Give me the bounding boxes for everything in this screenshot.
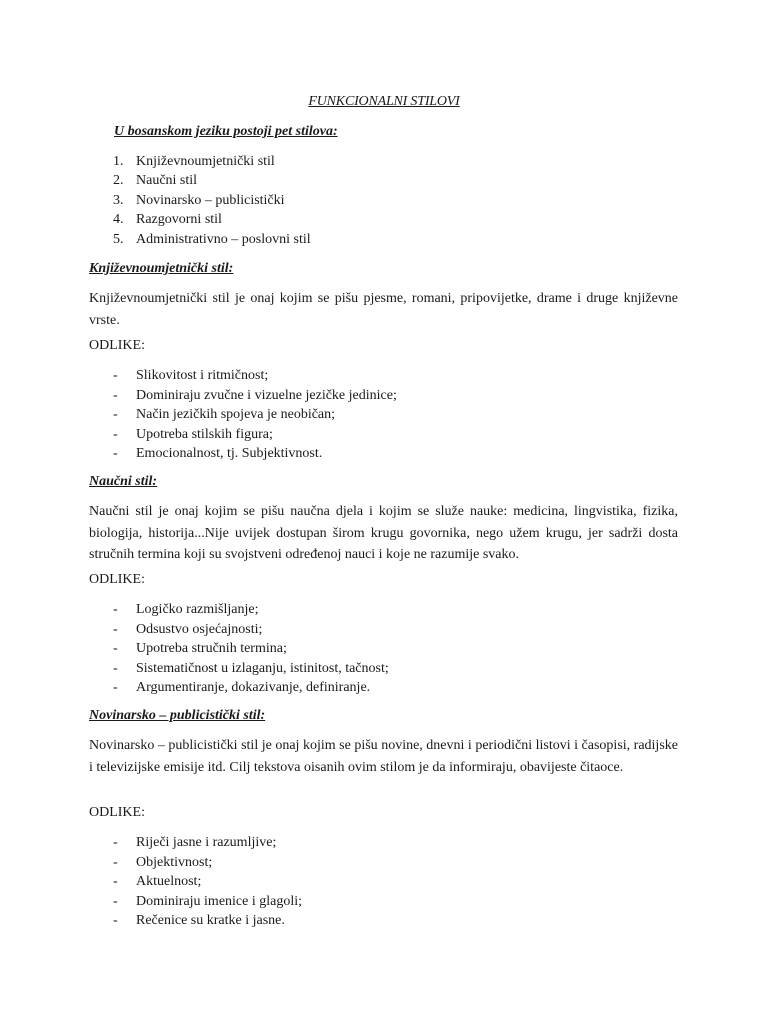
list-item: - Logičko razmišljanje; [113, 602, 259, 617]
list-item: - Aktuelnost; [113, 874, 202, 889]
styles-list [113, 152, 311, 249]
list-item: - Emocionalnost, tj. Subjektivnost. [113, 446, 323, 461]
section-heading: Novinarsko – publicistički stil: [89, 708, 266, 723]
list-item: - Slikovitost i ritmičnost; [113, 368, 269, 383]
list-item: - Riječi jasne i razumljive; [113, 835, 277, 850]
section-heading: Naučni stil: [89, 474, 158, 489]
list-item: 4. Razgovorni stil [113, 212, 222, 228]
odlike-label: ODLIKE: [89, 338, 145, 353]
features-list [113, 600, 389, 698]
section-heading: Književnoumjetnički stil: [89, 261, 234, 276]
section-paragraph: Naučni stil je onaj kojim se pišu naučna djela i kojim se služe nauke: medicina, lingvistika, fizika, biologija, historija...Nije uvijek dostupan širom krugu govornika, nego užem krugu, jer sadrži dosta stručnih termina koji su svojstveni određenoj nauci i koje ne razumije svako. [89, 504, 678, 562]
odlike-label: ODLIKE: [89, 572, 145, 587]
page-title: FUNKCIONALNI STILOVI [308, 94, 460, 109]
list-item: - Sistematičnost u izlaganju, istinitost, tačnost; [113, 660, 389, 676]
list-item: - Argumentiranje, dokazivanje, definiranje. [113, 680, 371, 695]
list-item: 3. Novinarsko – publicistički [113, 192, 285, 208]
section-paragraph: Novinarsko – publicistički stil je onaj kojim se pišu novine, dnevni i periodični listovi i časopisi, radijske i televizijske emisije itd. Cilj tekstova oisanih ovim stilom je da informiraju, obavijeste čitaoce. [89, 738, 678, 775]
features-list [113, 833, 302, 931]
list-item: - Dominiraju imenice i glagoli; [113, 893, 303, 909]
list-item: 2. Naučni stil [113, 173, 198, 189]
list-item: - Upotreba stilskih figura; [113, 426, 273, 442]
list-item: - Odsustvo osjećajnosti; [113, 621, 263, 637]
list-item: - Upotreba stručnih termina; [113, 641, 287, 656]
intro-heading: U bosanskom jeziku postoji pet stilova: [114, 124, 338, 139]
list-item: 5. Administrativno – poslovni stil [113, 231, 311, 247]
list-item: - Rečenice su kratke i jasne. [113, 913, 285, 928]
list-item: - Objektivnost; [113, 854, 213, 870]
list-item: - Način jezičkih spojeva je neobičan; [113, 407, 336, 422]
list-item: 1. Književnoumjetnički stil [113, 154, 275, 169]
odlike-label: ODLIKE: [89, 805, 145, 820]
section-paragraph: Književnoumjetnički stil je onaj kojim se pišu pjesme, romani, pripovijetke, drame i druge književne vrste. [89, 291, 678, 328]
list-item: - Dominiraju zvučne i vizuelne jezičke jedinice; [113, 387, 397, 403]
features-list [113, 366, 397, 464]
